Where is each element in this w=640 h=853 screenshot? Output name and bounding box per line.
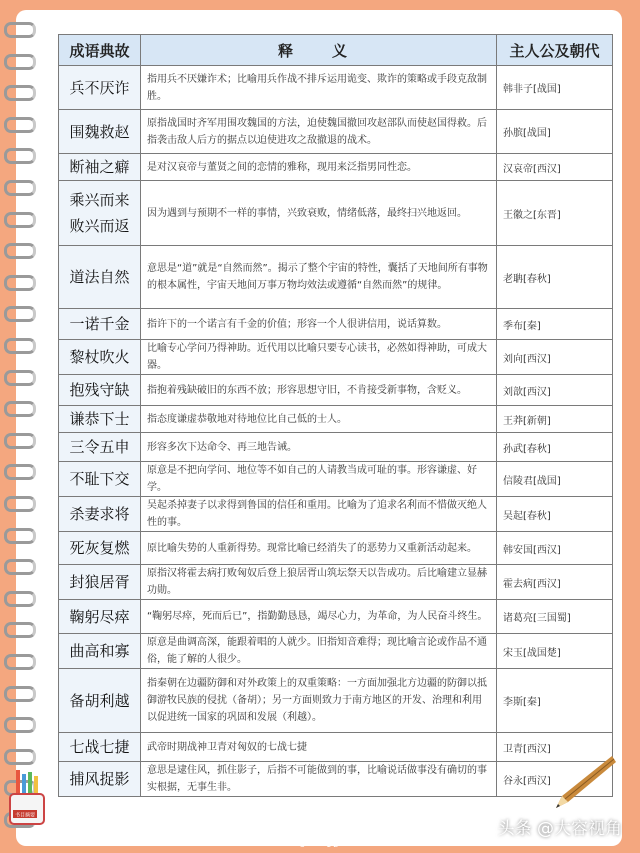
idiom-cell: [59, 462, 141, 497]
idiom-text: 断袖之癖: [69, 158, 130, 176]
table-row: [59, 497, 613, 532]
idiom-cell: [59, 634, 141, 669]
idiom-cell: [59, 532, 141, 565]
binder-ring: [4, 243, 36, 259]
figure-cell: 王徽之[东晋]: [497, 181, 613, 246]
idiom-text: 曲高和寡: [69, 642, 130, 660]
figure-cell: 刘向[西汉]: [497, 340, 613, 375]
explanation-cell: 原意是曲调高深，能跟着唱的人就少。旧指知音难得；现比喻言论或作品不通俗，能了解的人很少。: [141, 634, 497, 669]
cup-label: 书目摘要: [14, 812, 36, 819]
watermark: 头条 @大容视角: [497, 819, 622, 839]
idiom-cell: [59, 406, 141, 433]
table-row: [59, 462, 613, 497]
pencil-cup-icon: [4, 770, 48, 825]
figure-cell: 诸葛亮[三国蜀]: [497, 600, 613, 634]
binder-ring: [4, 401, 36, 417]
figure-cell: 信陵君[战国]: [497, 462, 613, 497]
header-idiom: 成语典故: [59, 35, 141, 66]
binder-ring: [4, 85, 36, 101]
binder-ring: [4, 591, 36, 607]
table-row: [59, 532, 613, 565]
idiom-cell: [59, 762, 141, 797]
idiom-text: 死灰复燃: [69, 539, 130, 557]
explanation-cell: 形容多次下达命令、再三地告诫。: [141, 433, 497, 462]
figure-cell: 汉哀帝[西汉]: [497, 154, 613, 181]
figure-cell: 孙武[春秋]: [497, 433, 613, 462]
explanation-cell: 因为遇到与预期不一样的事情，兴致衰败，情绪低落，最终扫兴地返回。: [141, 181, 497, 246]
table-row: [59, 634, 613, 669]
binder-ring: [4, 654, 36, 670]
figure-cell: 谷永[西汉]: [497, 762, 613, 797]
table-row: [59, 375, 613, 406]
idiom-cell: [59, 309, 141, 340]
table-row: [59, 246, 613, 309]
binder-ring: [4, 464, 36, 480]
binder-ring: [4, 212, 36, 228]
idiom-table: [58, 34, 613, 797]
explanation-cell: 吴起杀掉妻子以求得到鲁国的信任和重用。比喻为了追求名利而不惜做灭绝人性的事。: [141, 497, 497, 532]
table-row: [59, 600, 613, 634]
explanation-cell: 原意是不把向学问、地位等不如自己的人请教当成可耻的事。形容谦虚、好学。: [141, 462, 497, 497]
binder-ring: [4, 148, 36, 164]
binder-ring: [4, 496, 36, 512]
explanation-cell: 指许下的一个诺言有千金的价值；形容一个人很讲信用，说话算数。: [141, 309, 497, 340]
idiom-text: 谦恭下士: [69, 410, 130, 428]
idiom-text: 封狼居胥: [69, 573, 130, 591]
table-row: [59, 154, 613, 181]
header-figure: 主人公及朝代: [497, 35, 613, 66]
table-row: [59, 565, 613, 600]
explanation-cell: 原比喻失势的人重新得势。现常比喻已经消失了的恶势力又重新活动起来。: [141, 532, 497, 565]
binder-ring: [4, 22, 36, 38]
figure-cell: 孙膑[战国]: [497, 110, 613, 154]
page-indicator: 3 — 12: [300, 840, 341, 849]
idiom-text: 杀妻求将: [69, 505, 130, 523]
pencil-icon: [548, 752, 618, 812]
table-row: [59, 406, 613, 433]
binder-ring: [4, 117, 36, 133]
figure-cell: 老聃[春秋]: [497, 246, 613, 309]
idiom-text: 乘兴而来: [69, 191, 130, 209]
idiom-cell: [59, 340, 141, 375]
binder-ring: [4, 275, 36, 291]
idiom-text: 不耻下交: [69, 470, 130, 488]
table-row: [59, 309, 613, 340]
binder-ring: [4, 433, 36, 449]
binder-ring: [4, 54, 36, 70]
idiom-text: 三令五申: [69, 438, 130, 456]
idiom-text: 道法自然: [69, 268, 130, 286]
table-row: [59, 733, 613, 762]
idiom-text: 七战七捷: [69, 738, 130, 756]
figure-cell: 李斯[秦]: [497, 669, 613, 733]
table-header-row: [59, 35, 613, 66]
idiom-cell: [59, 733, 141, 762]
idiom-cell: [59, 154, 141, 181]
explanation-cell: 是对汉哀帝与董贤之间的恋情的雅称，现用来泛指男同性恋。: [141, 154, 497, 181]
table-row: [59, 110, 613, 154]
idiom-cell: [59, 181, 141, 246]
idiom-cell: [59, 669, 141, 733]
idiom-text: 黎杖吹火: [69, 348, 130, 366]
idiom-text: 围魏救赵: [69, 122, 130, 141]
idiom-cell: [59, 246, 141, 309]
table-row: [59, 433, 613, 462]
idiom-text: 兵不厌诈: [69, 78, 130, 97]
idiom-cell: [59, 433, 141, 462]
explanation-cell: 原指汉将霍去病打败匈奴后登上狼居胥山筑坛祭天以告成功。后比喻建立显赫功勋。: [141, 565, 497, 600]
binder-ring: [4, 749, 36, 765]
idiom-text: 一诺千金: [69, 315, 130, 333]
header-explanation: 释 义: [141, 35, 497, 66]
idiom-cell: [59, 66, 141, 110]
binder-ring: [4, 370, 36, 386]
idiom-text: 捕风捉影: [69, 770, 130, 788]
figure-cell: 韩安国[西汉]: [497, 532, 613, 565]
table-row: [59, 66, 613, 110]
explanation-cell: 比喻专心学问乃得神助。近代用以比喻只要专心读书，必然如得神助，可成大器。: [141, 340, 497, 375]
binder-ring: [4, 338, 36, 354]
idiom-cell: [59, 600, 141, 634]
idiom-text: 抱残守缺: [69, 381, 130, 399]
figure-cell: 宋玉[战国楚]: [497, 634, 613, 669]
explanation-cell: 武帝时期战神卫青对匈奴的七战七捷: [141, 733, 497, 762]
binder-ring: [4, 717, 36, 733]
idiom-text: 备胡利越: [69, 691, 130, 710]
table-row: [59, 669, 613, 733]
idiom-cell: [59, 110, 141, 154]
idiom-text: 败兴而返: [69, 217, 130, 235]
explanation-cell: “鞠躬尽瘁，死而后已”，指勤勤恳恳，竭尽心力，为革命，为人民奋斗终生。: [141, 600, 497, 634]
table-row: [59, 340, 613, 375]
idiom-cell: [59, 497, 141, 532]
binder-ring: [4, 686, 36, 702]
idiom-text: 鞠躬尽瘁: [69, 607, 130, 626]
binder-ring: [4, 306, 36, 322]
idiom-cell: [59, 565, 141, 600]
explanation-cell: 意思是“道”就是“自然而然”。揭示了整个宇宙的特性，囊括了天地间所有事物的根本属性，宇宙天地间万事万物均效法或遵循“自然而然”的规律。: [141, 246, 497, 309]
binder-ring: [4, 180, 36, 196]
explanation-cell: 指抱着残缺破旧的东西不放；形容思想守旧，不肯接受新事物，含贬义。: [141, 375, 497, 406]
explanation-cell: 指态度谦虚恭敬地对待地位比自己低的士人。: [141, 406, 497, 433]
table-row: [59, 181, 613, 246]
idiom-cell: [59, 375, 141, 406]
figure-cell: 卫青[西汉]: [497, 733, 613, 762]
explanation-cell: 指秦朝在边疆防御和对外政策上的双重策略：一方面加强北方边疆的防御以抵御游牧民族的侵扰（备胡）；另一方面则致力于南方地区的开发、治理和利用以促进统一国家的巩固和发展（利越）。: [141, 669, 497, 733]
binder-ring: [4, 622, 36, 638]
figure-cell: 霍去病[西汉]: [497, 565, 613, 600]
figure-cell: 韩非子[战国]: [497, 66, 613, 110]
figure-cell: 吴起[春秋]: [497, 497, 613, 532]
binder-ring: [4, 528, 36, 544]
table-row: [59, 762, 613, 797]
explanation-cell: 指用兵不厌嫌诈术；比喻用兵作战不排斥运用诡变、欺诈的策略或手段克敌制胜。: [141, 66, 497, 110]
figure-cell: 王莽[新朝]: [497, 406, 613, 433]
figure-cell: 季布[秦]: [497, 309, 613, 340]
binder-ring: [4, 559, 36, 575]
explanation-cell: 原指战国时齐军用围攻魏国的方法，迫使魏国撤回攻赵部队而使赵国得救。后指袭击敌人后方的据点以迫使进攻之敌撤退的战术。: [141, 110, 497, 154]
explanation-cell: 意思是逮住风，抓住影子，后指不可能做到的事，比喻说话做事没有确切的事实根据，无事生非。: [141, 762, 497, 797]
figure-cell: 刘歆[西汉]: [497, 375, 613, 406]
